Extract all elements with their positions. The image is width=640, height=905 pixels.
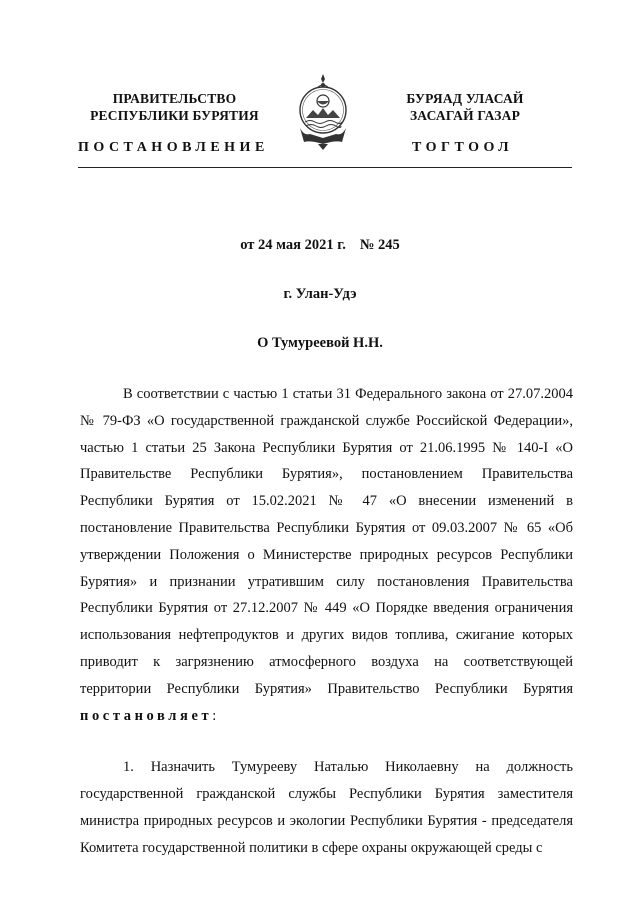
doc-type-ru: ПОСТАНОВЛЕНИЕ (78, 140, 269, 155)
preamble-paragraph (80, 381, 573, 729)
clause-1-paragraph: 1. Назначить Тумурееву Наталью Николаевну на должность государственной гражданской службы Республики Бурятия заместителя министра природных ресурсов и экологии Республики Бурятия - председателя Комитета государственной политики в сфере охраны окружающей среды с (80, 759, 573, 856)
government-name-bua (385, 90, 545, 124)
document-date-line (0, 237, 640, 254)
republic-of-buryatia-emblem-icon (296, 70, 350, 152)
government-name-ru (82, 90, 267, 124)
resolves-word: постановляет (80, 707, 213, 724)
government-name-bua-line2: ЗАСАГАЙ ГАЗАР (409, 108, 521, 123)
government-name-ru-line1: ПРАВИТЕЛЬСТВО (112, 91, 237, 106)
document-title: О Тумуреевой Н.Н. (257, 335, 383, 351)
government-name-bua-line1: БУРЯАД УЛАСАЙ (406, 91, 524, 106)
document-body (80, 381, 573, 862)
document-city: г. Улан-Удэ (283, 286, 357, 302)
document-date: от 24 мая 2021 г. (240, 237, 346, 253)
government-name-ru-line2: РЕСПУБЛИКИ БУРЯТИЯ (90, 108, 259, 123)
header-divider (78, 167, 572, 168)
resolves-colon: : (212, 707, 217, 724)
document-number: № 245 (359, 237, 400, 253)
preamble-text: В соответствии с частью 1 статьи 31 Федерального закона от 27.07.2004 № 79-ФЗ «О государственной гражданской службе Российской Федерации», частью 1 статьи 25 Закона Республики Бурятия от 21.06.1995 № 140-I «О Правительстве Республики Бурятия», постановлением Правительства Республики Бурятия от 15.02.2021 № 47 «О внесении изменений в постановление Правительства Республики Бурятия от 09.03.2007 № 65 «Об утверждении Положения о Министерстве природных ресурсов Республики Бурятия» и признании утратившим силу постановления Правительства Республики Бурятия от 27.12.2007 № 449 «О Порядке введения ограничения использования нефтепродуктов и других видов топлива, сжигание которых приводит к загрязнению атмосферного воздуха на соответствующей территории Республики Бурятия» Правительство Республики Бурятия (80, 386, 573, 697)
doc-type-bua: ТОГТООЛ (412, 140, 514, 155)
